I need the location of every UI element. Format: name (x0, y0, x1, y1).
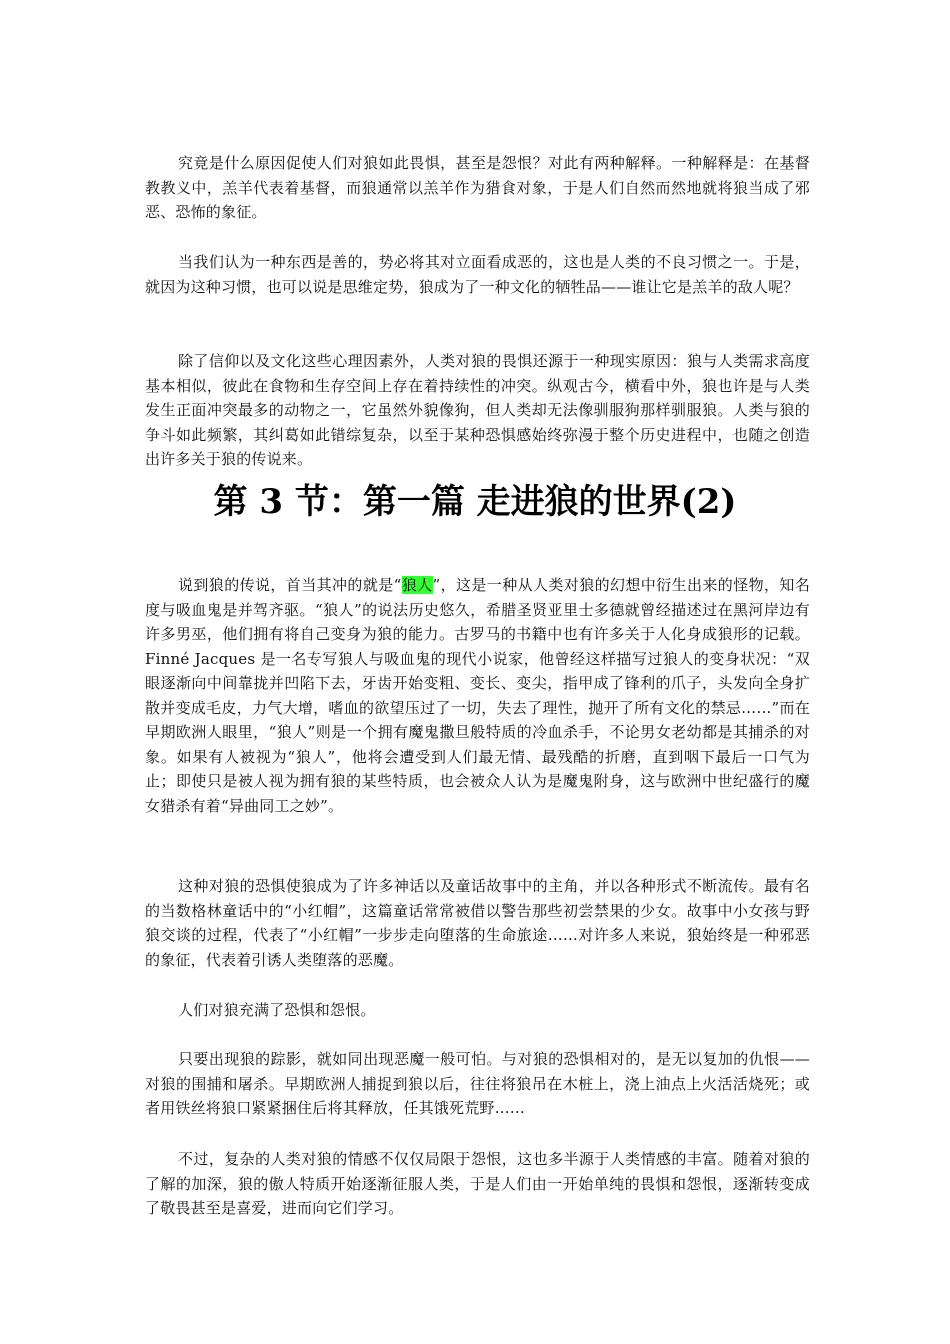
paragraph-fairy-tales: 这种对狼的恐惧使狼成为了许多神话以及童话故事中的主角，并以各种形式不断流传。最有名的当数格林童话中的“小红帽”，这篇童话常常被借以警告那些初尝禁果的少女。故事中小女孩与野狼交谈的过程，代表了“小红帽”一步步走向堕落的生命旅途……对许多人来说，狼始终是一种邪恶的象征，代表着引诱人类堕落的恶魔。 (145, 877, 810, 969)
werewolf-text-before: 说到狼的传说，首当其冲的就是“ (178, 576, 402, 594)
werewolf-text-after: ”，这是一种从人类对狼的幻想中衍生出来的怪物，知名度与吸血鬼是并驾齐驱。“狼人”的说法历史悠久，希腊圣贤亚里士多德就曾经描述过在黑河岸边有许多男巫，他们拥有将自己变身为狼的能力。古罗马的书籍中也有许多关于人化身成狼形的记载。Finné Jacques 是一名专写狼人与吸血鬼的现代小说家，他曾经这样描写过狼人的变身状况：“双眼逐渐向中间靠拢并凹陷下去，牙齿开始变粗、变长、变尖，指甲成了锋利的爪子，头发向全身扩散并变成毛皮，力气大增，嗜血的欲望压过了一切，失去了理性，抛开了所有文化的禁忌……”而在早期欧洲人眼里，“狼人”则是一个拥有魔鬼撒旦般特质的冷血杀手，不论男女老幼都是其捕杀的对象。如果有人被视为“狼人”，他将会遭受到人们最无情、最残酷的折磨，直到咽下最后一口气为止；即使只是被人视为拥有狼的某些特质，也会被众人认为是魔鬼附身，这与欧洲中世纪盛行的魔女猎杀有着“异曲同工之妙”。 (145, 576, 811, 815)
paragraph-lamb-explanation: 究竟是什么原因促使人们对狼如此畏惧，甚至是怨恨？对此有两种解释。一种解释是：在基督教教义中，羔羊代表着基督，而狼通常以羔羊作为猎食对象，于是人们自然而然地就将狼当成了邪恶、恐怖的象征。 (145, 154, 810, 221)
paragraph-real-conflict: 除了信仰以及文化这些心理因素外，人类对狼的畏惧还源于一种现实原因：狼与人类需求高度基本相似，彼此在食物和生存空间上存在着持续性的冲突。纵观古今，横看中外，狼也许是与人类发生正面冲突最多的动物之一，它虽然外貌像狗，但人类却无法像驯服狗那样驯服狼。人类与狼的争斗如此频繁，其纠葛如此错综复杂，以至于某种恐惧感始终弥漫于整个历史进程中，也随之创造出许多关于狼的传说来。 (145, 352, 810, 468)
paragraph-hunting-wolves: 只要出现狼的踪影，就如同出现恶魔一般可怕。与对狼的恐惧相对的，是无以复加的仇恨——对狼的围捕和屠杀。早期欧洲人捕捉到狼以后，往往将狼吊在木桩上，浇上油点上火活活烧死；或者用铁丝将狼口紧紧捆住后将其释放，任其饿死荒野…… (145, 1050, 810, 1117)
paragraph-habit-of-thinking: 当我们认为一种东西是善的，势必将其对立面看成恶的，这也是人类的不良习惯之一。于是，就因为这种习惯，也可以说是思维定势，狼成为了一种文化的牺牲品——谁让它是羔羊的敌人呢？ (145, 253, 810, 296)
paragraph-changing-feelings: 不过，复杂的人类对狼的情感不仅仅局限于怨恨，这也多半源于人类情感的丰富。随着对狼的了解的加深，狼的傲人特质开始逐渐征服人类，于是人们由一开始单纯的畏惧和怨恨，逐渐转变成了敬畏甚至是喜爱，进而向它们学习。 (145, 1150, 810, 1217)
paragraph-fear-and-hatred: 人们对狼充满了恐惧和怨恨。 (178, 1001, 376, 1019)
paragraph-werewolf-legend (145, 573, 810, 818)
werewolf-highlight: 狼人 (401, 576, 433, 594)
section-title: 第 3 节：第一篇 走进狼的世界(2) (213, 482, 737, 522)
